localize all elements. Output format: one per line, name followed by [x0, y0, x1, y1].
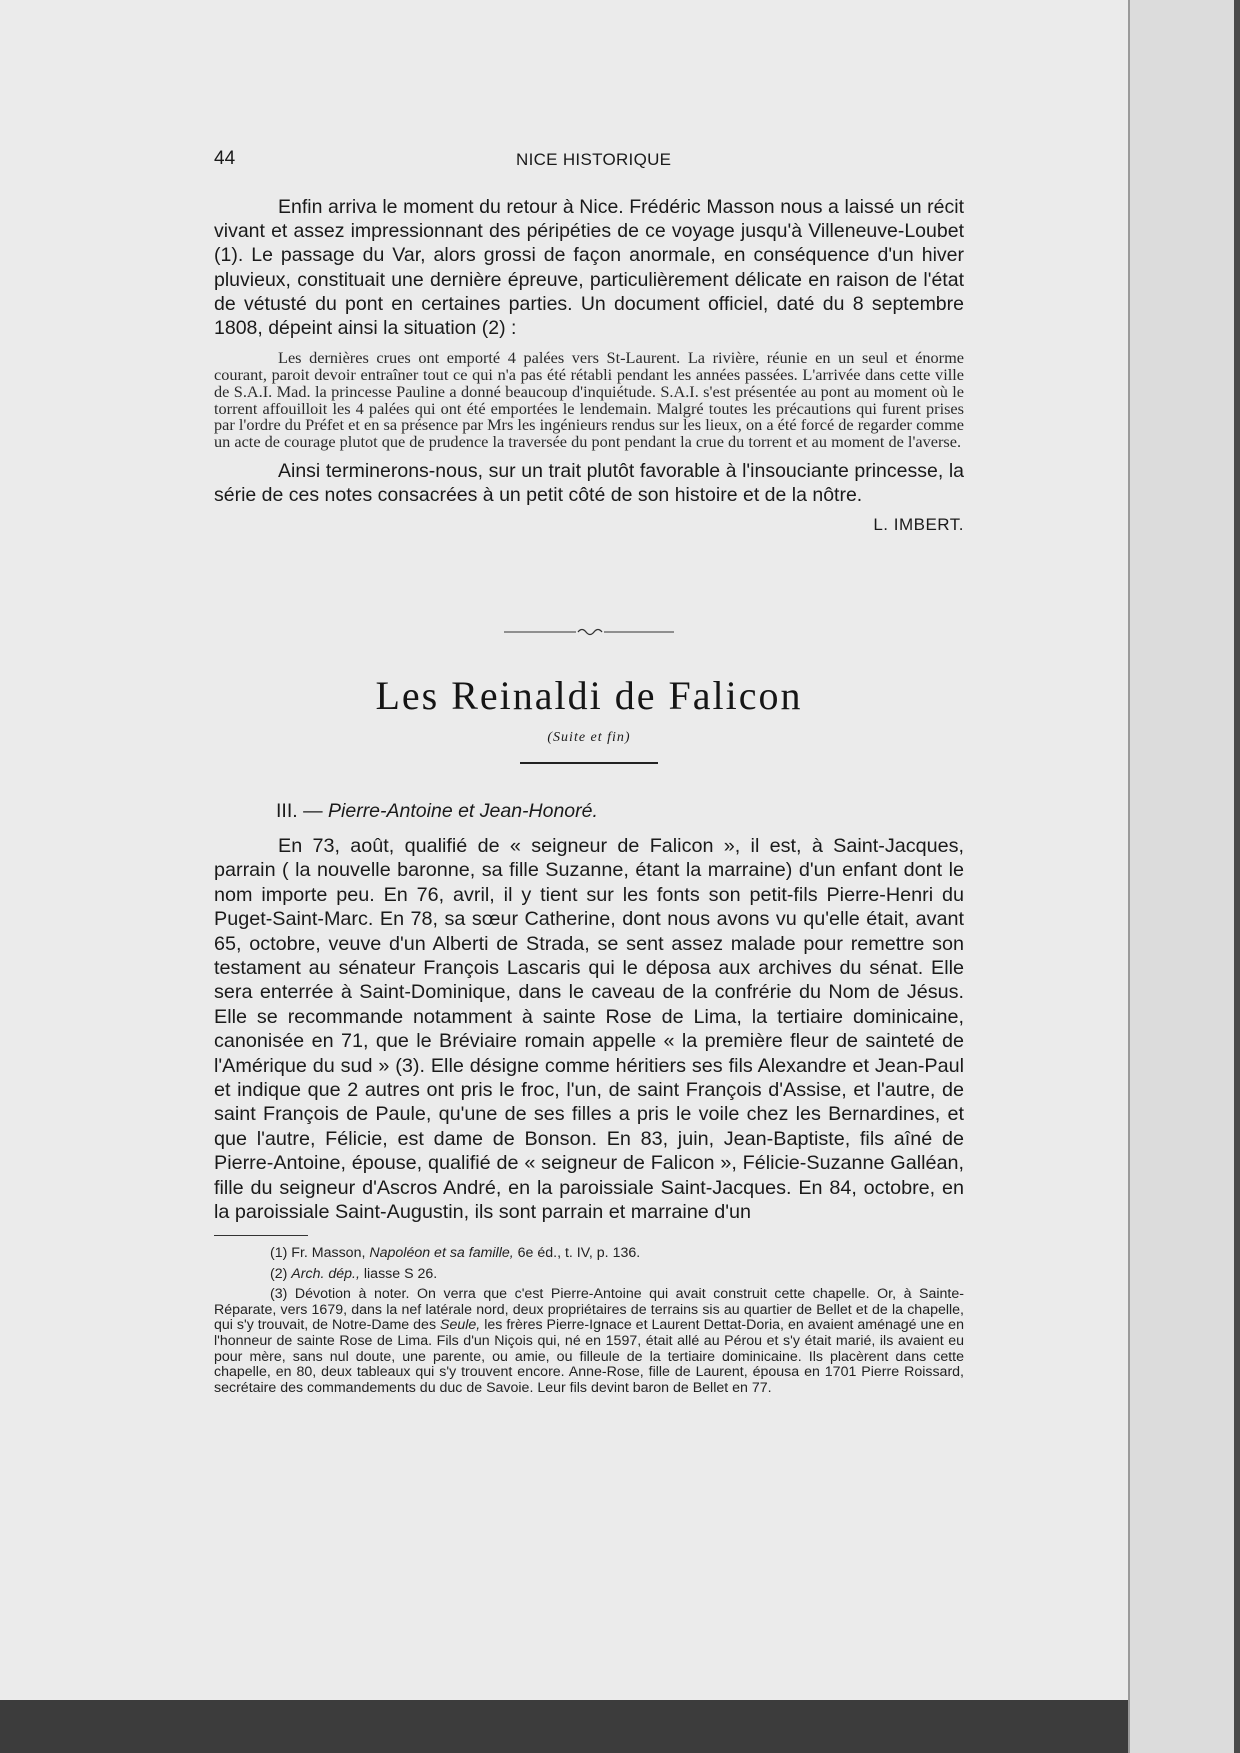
footnote-3-text-a: Dévotion à noter. On verra que c'est Pierre-Antoine qui avait construit cette chapelle. Or, à Sainte-Réparate, vers 1679, dans la nef latérale nord, deux propriétaires de terrains sis au quartier de Bellet et de la chapelle, qui s'y trouvait, de Notre-Dame des — [214, 1286, 964, 1334]
footnote-1-number: (1) — [270, 1245, 288, 1261]
page-number: 44 — [214, 148, 236, 169]
article-paragraph-1: En 73, août, qualifié de « seigneur de Falicon », il est, à Saint-Jacques, parrain ( la nouvelle baronne, sa fille Suzanne, étant la marraine) d'un enfant dont le nom importe peu. En 76, avril, il y tient sur les fonts son petit-fils Pierre-Henri du Puget-Saint-Marc. En 78, sa sœur Catherine, dont nous avons vu qu'elle était, avant 65, octobre, veuve d'un Alberti de Strada, se sent assez malade pour remettre son testament au sénateur François Lascaris qui le déposa aux archives du sénat. Elle sera enterrée à Saint-Dominique, dans le caveau de la confrérie du Nom de Jésus. Elle se recommande notamment à sainte Rose de Lima, la tertiaire dominicaine, canonisée en 71, que le Bréviaire romain appelle « la première fleur de sainteté de l'Amérique du sud » (3). Elle désigne comme héritiers ses fils Alexandre et Jean-Paul et indique que 2 autres ont pris le froc, l'un, de saint François d'Assise, et l'autre, de saint François de Paule, qu'une de ses filles a pris le voile chez les Bernardines, et que l'autre, Félicie, est dame de Bonson. En 83, juin, Jean-Baptiste, fils aîné de Pierre-Antoine, épouse, qualifié de « seigneur de Falicon », Félicie-Suzanne Galléan, fille du seigneur d'Ascros André, en la paroissiale Saint-Jacques. En 84, octobre, en la paroissiale Saint-Augustin, ils sont parrain et marraine d'un — [214, 835, 964, 1224]
article-title: Les Reinaldi de Falicon — [375, 673, 803, 718]
author-signature: L. IMBERT. — [873, 515, 964, 535]
footnote-2-rest: liasse S 26. — [363, 1265, 438, 1282]
footnotes — [214, 1246, 964, 1396]
footnote-1-author: Fr. Masson, — [291, 1245, 366, 1261]
footnote-1-rest: 6e éd., t. IV, p. 136. — [517, 1245, 641, 1261]
next-page-edge — [1128, 0, 1240, 1753]
section-heading — [276, 800, 598, 823]
footnote-3-number: (3) — [270, 1286, 288, 1303]
scan-background — [0, 1700, 1128, 1753]
footnote-3-text-b: les frères Pierre-Ignace et Laurent Dettat-Doria, en avaient aménagé une en l'honneur de sainte Rose de Lima. Fils d'un Niçois qui, né en 1597, était allé au Pérou et s'y était marié, ils avaient eu pour mère, sans nul doute, une parente, ou amie, ou filleule de la tertiaire dominicaine. Ils placèrent dans cette chapelle, en 80, deux tableaux qui s'y trouvent encore. Anne-Rose, fille de Laurent, épousa en 1701 Pierre Roissard, secrétaire des commandements du duc de Savoie. Leur fils devint baron de Bellet en 77. — [214, 1317, 964, 1396]
footnote-2-work: Arch. dép., — [291, 1265, 360, 1282]
first-article — [214, 195, 964, 535]
block-quote: Les dernières crues ont emporté 4 palées vers St-Laurent. La rivière, réunie en un seul et énorme courant, paroit devoir entraîner tout ce qui n'a pas été rétabli pendant les années passées. L'arrivée dans cette ville de S.A.I. Mad. la princesse Pauline a donné beaucoup d'inquiétude. S.A.I. s'est présentée au pont au moment où le torrent affouilloit les 4 palées qui ont été emportées le lendemain. Malgré toutes les précautions qui furent prises par l'ordre du Préfet et en sa présence par Mrs les ingénieurs rendus sur les lieux, on a été forcé de regarder comme un acte de courage plutot que de prudence la traversée du pont pendant la crue du torrent et au moment de l'averse. — [214, 348, 964, 452]
section-number: III. — — [276, 800, 323, 822]
footnote-1 — [214, 1246, 964, 1262]
title-rule — [520, 762, 658, 764]
footnote-3-italic: Seule, — [440, 1317, 481, 1334]
footnote-3 — [214, 1287, 964, 1396]
article-subtitle: (Suite et fin) — [547, 730, 631, 745]
closing-paragraph-2: Ainsi terminerons-nous, sur un trait plutôt favorable à l'insouciante princesse, la série de ces notes consacrées à un petit côté de son histoire et de la nôtre. — [214, 460, 964, 507]
closing-paragraph-1: Enfin arriva le moment du retour à Nice. Frédéric Masson nous a laissé un récit vivant et assez impressionnant des péripéties de ce voyage jusqu'à Villeneuve-Loubet (1). Le passage du Var, alors grossi de façon anormale, en conséquence d'un hiver pluvieux, constituait une dernière épreuve, particulièrement délicate en raison de l'état de vétusté du pont en certaines parties. Un document officiel, daté du 8 septembre 1808, dépeint ainsi la situation (2) : — [214, 196, 964, 340]
ornament-divider-icon — [504, 626, 674, 638]
footnote-2-number: (2) — [270, 1265, 288, 1282]
section-title: Pierre-Antoine et Jean-Honoré. — [328, 800, 598, 822]
running-head — [214, 148, 964, 172]
footnote-rule — [214, 1235, 308, 1236]
second-article-body — [214, 834, 964, 1225]
footnote-2 — [214, 1267, 964, 1283]
journal-title: NICE HISTORIQUE — [516, 150, 672, 169]
footnote-1-work: Napoléon et sa famille, — [369, 1245, 514, 1261]
